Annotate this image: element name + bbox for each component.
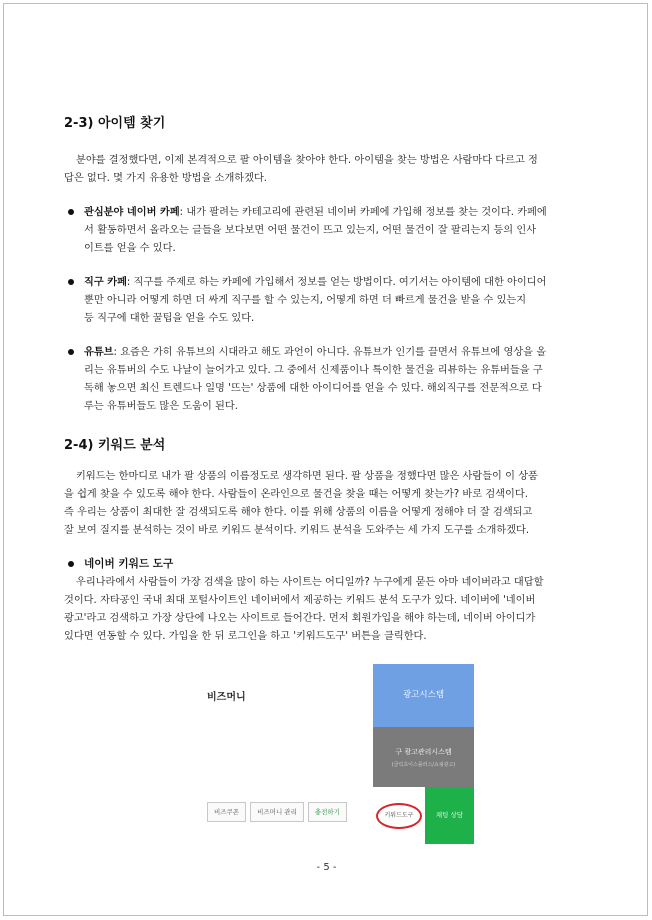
section-2-3-intro: 분야를 결정했다면, 이제 본격적으로 팔 아이템을 찾아야 한다. 아이템을 찾는 방법은 사람마다 다르고 정 답은 없다. 몇 가지 유용한 방법을 소개하겠다.	[64, 155, 538, 184]
document-page	[3, 3, 648, 916]
bizcoupon-button[interactable]: 비즈쿠폰	[207, 802, 246, 822]
bullet-direct-buy-cafe: 직구 카페: 직구를 주제로 하는 카페에 가입해서 정보를 얻는 방법이다. 여기서는 아이템에 대한 아이디어 뿐만 아니라 어떻게 하면 더 싸게 직구를 할 수 있는지, 어떻게 하면 더 빠르게 물건을 받을 수 있는지 등 직구에 대한 꿀팁을 얻을 수도 있다.	[64, 274, 596, 328]
bullet-naver-cafe: 관심분야 네이버 카페: 내가 팔려는 카테고리에 관련된 네이버 카페에 가입해 정보를 찾는 것이다. 카페에 서 활동하면서 올라오는 글들을 보다보면 어떤 물건이 뜨고 있는지, 어떤 물건이 잘 팔리는지 등의 인사 이트를 얻을 수 있다.	[64, 204, 596, 258]
naver-keyword-tool-heading: 네이버 키워드 도구	[64, 556, 173, 571]
charge-button[interactable]: 충전하기	[308, 802, 347, 822]
highlight-circle: 키워드도구	[376, 803, 422, 829]
keyword-tool-button[interactable]	[373, 787, 425, 844]
section-heading-2-4: 2-4) 키워드 분석	[64, 438, 166, 453]
naver-keyword-tool-body: 우리나라에서 사람들이 가장 검색을 많이 하는 사이트는 어디일까? 누구에게 묻든 아마 네이버라고 대답할 것이다. 자타공인 국내 최대 포털사이트인 네이버에서 제공하는 키워드 분석 도구가 있다. 네이버에 '네이버 광고'라고 검색하고 가장 상단에 나오는 사이트로 들어간다. 먼저 회원가입을 해야 하는데, 네이버 아이디가 있다면 연동할 수 있다. 가입을 한 뒤 로그인을 하고 '키워드도구' 버튼을 클릭한다.	[64, 577, 544, 642]
section-2-4-intro: 키워드는 한마디로 내가 팔 상품의 이름정도로 생각하면 된다. 팔 상품을 정했다면 많은 사람들이 이 상품 을 쉽게 찾을 수 있도록 해야 한다. 사람들이 온라인으로 물건을 찾을 때는 어떻게 찾는가? 바로 검색이다. 즉 우리는 상품이 최대한 잘 검색되도록 해야 한다. 이를 위해 상품의 이름을 어떻게 정해야 더 잘 검색되고 잘 보여 질지를 분석하는 것이 바로 키워드 분석이다. 키워드 분석을 도와주는 세 가지 도구를 소개하겠다.	[64, 471, 538, 536]
bullet-dot	[68, 349, 74, 355]
chat-consult-button[interactable]: 채팅 상담	[425, 787, 474, 844]
bizmoney-manage-button[interactable]: 비즈머니 관리	[250, 802, 304, 822]
bizmoney-title: 비즈머니	[207, 692, 246, 703]
bullet-dot	[68, 279, 74, 285]
bizmoney-buttons	[207, 802, 347, 822]
naver-ads-screenshot	[189, 664, 474, 844]
bullet-dot	[68, 209, 74, 215]
ad-system-button[interactable]: 광고시스템	[373, 664, 474, 727]
bullet-dot	[68, 561, 74, 567]
section-heading-2-3: 2-3) 아이템 찾기	[64, 116, 166, 131]
bullet-youtube: 유튜브: 요즘은 가히 유튜브의 시대라고 해도 과언이 아니다. 유튜브가 인기를 끌면서 유튜브에 영상을 올 리는 유튜버의 수도 나날이 늘어가고 있다. 그 중에서 신제품이나 특이한 물건을 리뷰하는 유튜버들을 구 독해 놓으면 최신 트렌드나 일명 '뜨는' 상품에 대한 아이디어를 얻을 수 있다. 해외직구를 전문적으로 다 루는 유튜버들도 많은 도움이 된다.	[64, 344, 596, 416]
old-ad-system-button[interactable]: 구 광고관리시스템 (클릭초이스플러스/쇼핑광고)	[373, 727, 474, 787]
page-number: - 5 -	[316, 862, 337, 873]
